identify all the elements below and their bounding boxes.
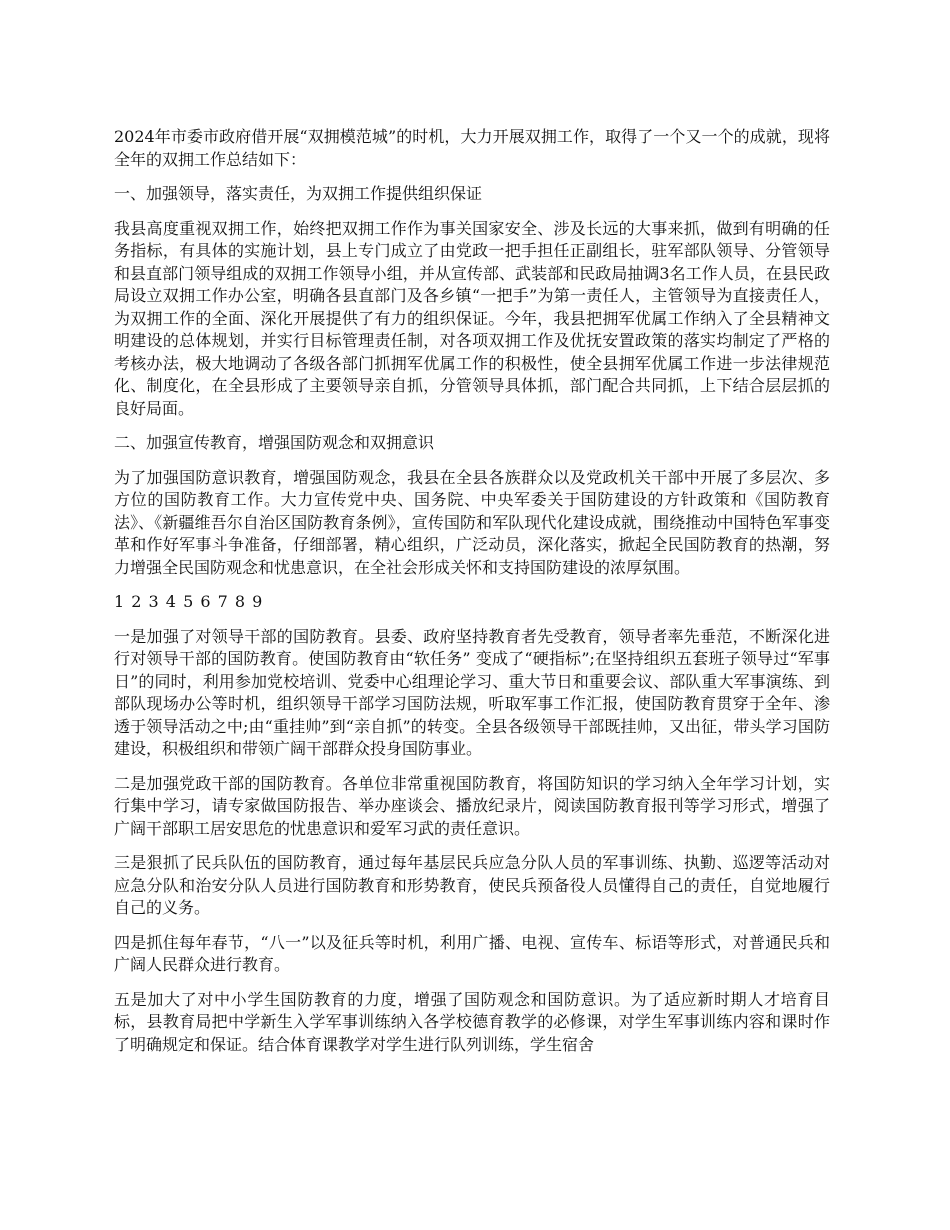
body-paragraph: 我县高度重视双拥工作，始终把双拥工作作为事关国家安全、涉及长远的大事来抓，做到有明确的任务指标，有具体的实施计划，县上专门成立了由党政一把手担任正副组长，驻军部队领导、分管领导和县直部门领导组成的双拥工作领导小组，并从宣传部、武装部和民政局抽调3名工作人员，在县民政局设立双拥工作办公室，明确各县直部门及各乡镇“一把手”为第一责任人，主管领导为直接责任人，为双拥工作的全面、深化开展提供了有力的组织保证。今年，我县把拥军优属工作纳入了全县精神文明建设的总体规划，并实行目标管理责任制，对各项双拥工作及优抚安置政策的落实均制定了严格的考核办法，极大地调动了各级各部门抓拥军优属工作的积极性，使全县拥军优属工作进一步法律规范化、制度化，在全县形成了主要领导亲自抓，分管领导具体抓，部门配合共同抓，上下结合层层抓的良好局面。 bbox=[114, 218, 830, 418]
body-paragraph: 五是加大了对中小学生国防教育的力度，增强了国防观念和国防意识。为了适应新时期人才培育目标，县教育局把中学新生入学军事训练纳入各学校德育教学的必修课，对学生军事训练内容和课时作了明确规定和保证。结合体育课教学对学生进行队列训练，学生宿舍 bbox=[114, 989, 830, 1054]
body-paragraph: 四是抓住每年春节，“八一”以及征兵等时机，利用广播、电视、宣传车、标语等形式，对普通民兵和广阔人民群众进行教育。 bbox=[114, 932, 830, 974]
document-page bbox=[114, 126, 830, 1068]
intro-paragraph: 2024年市委市政府借开展“双拥模范城”的时机，大力开展双拥工作，取得了一个又一个的成就，现将全年的双拥工作总结如下： bbox=[114, 127, 830, 169]
number-row: 1 2 3 4 5 6 7 8 9 bbox=[114, 592, 264, 611]
body-paragraph: 二是加强党政干部的国防教育。各单位非常重视国防教育，将国防知识的学习纳入全年学习计划，实行集中学习，请专家做国防报告、举办座谈会、播放纪录片，阅读国防教育报刊等学习形式，增强了广阔干部职工居安思危的忧患意识和爱军习武的责任意识。 bbox=[114, 773, 830, 838]
body-paragraph: 一是加强了对领导干部的国防教育。县委、政府坚持教育者先受教育，领导者率先垂范，不断深化进行对领导干部的国防教育。使国防教育由“软任务” 变成了“硬指标”;在坚持组织五套班子领导过“军事日”的同时，利用参加党校培训、党委中心组理论学习、重大节日和重要会议、部队重大军事演练、到部队现场办公等时机，组织领导干部学习国防法规，听取军事工作汇报，使国防教育贯穿于全年、渗透于领导活动之中;由“重挂帅”到“亲自抓”的转变。全县各级领导干部既挂帅，又出征，带头学习国防建设，积极组织和带领广阔干部群众投身国防事业。 bbox=[114, 626, 830, 758]
section-heading-2: 二、加强宣传教育，增强国防观念和双拥意识 bbox=[114, 433, 435, 452]
section-heading-1: 一、加强领导，落实责任，为双拥工作提供组织保证 bbox=[114, 184, 483, 203]
body-paragraph: 为了加强国防意识教育，增强国防观念，我县在全县各族群众以及党政机关干部中开展了多层次、多方位的国防教育工作。大力宣传党中央、国务院、中央军委关于国防建设的方针政策和《国防教育法》、《新疆维吾尔自治区国防教育条例》，宣传国防和军队现代化建设成就，围绕推动中国特色军事变革和作好军事斗争准备，仔细部署，精心组织，广泛动员，深化落实，掀起全民国防教育的热潮，努力增强全民国防观念和忧患意识，在全社会形成关怀和支持国防建设的浓厚氛围。 bbox=[114, 467, 830, 577]
body-paragraph: 三是狠抓了民兵队伍的国防教育，通过每年基层民兵应急分队人员的军事训练、执勤、巡逻等活动对应急分队和治安分队人员进行国防教育和形势教育，使民兵预备役人员懂得自己的责任，自觉地履行自己的义务。 bbox=[114, 853, 830, 917]
